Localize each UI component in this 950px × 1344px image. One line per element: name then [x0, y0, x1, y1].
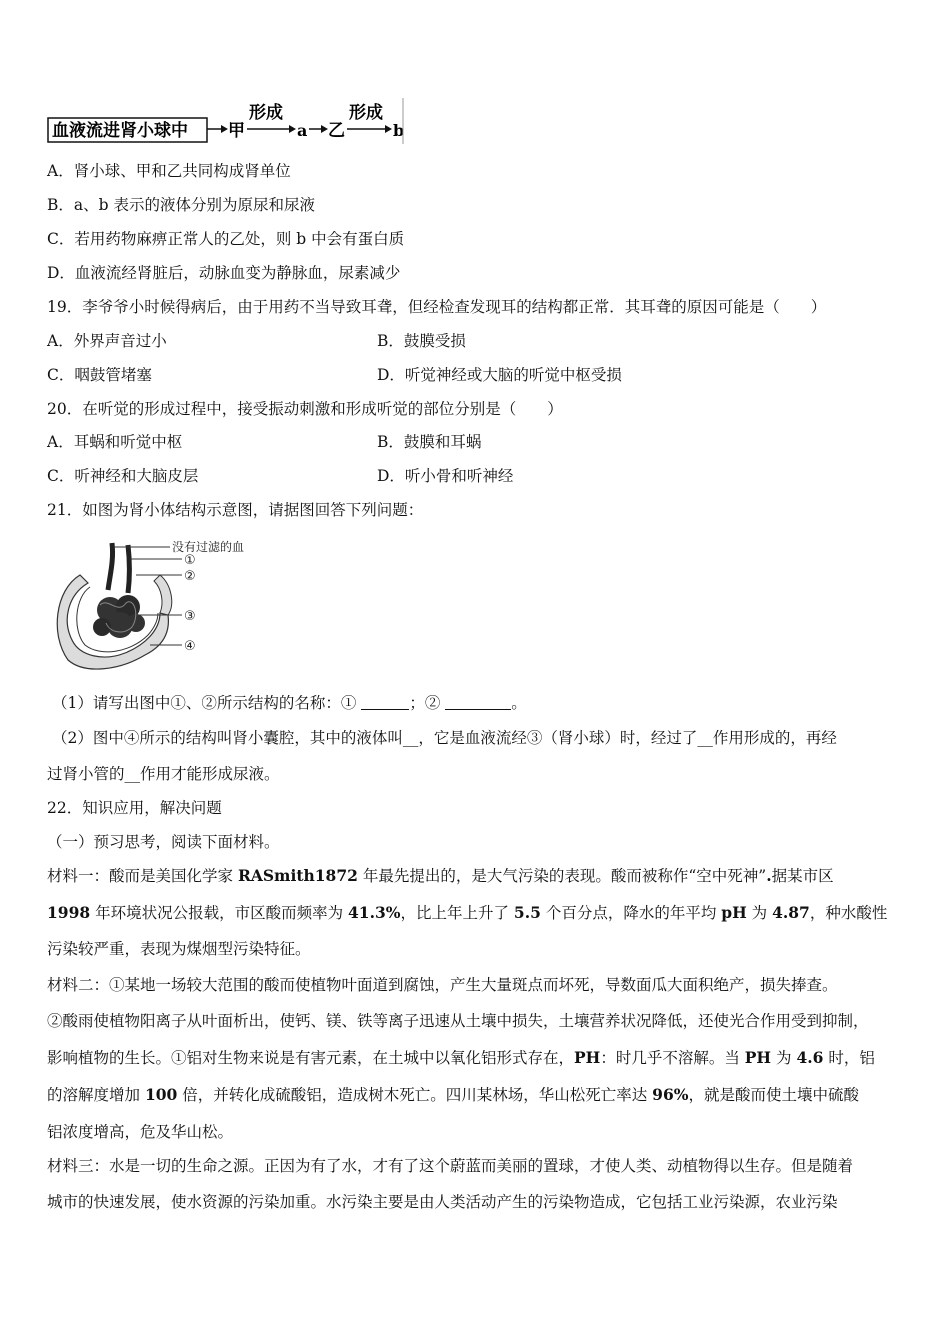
q22-stem: 22．知识应用，解决问题	[47, 799, 222, 817]
q22-part1: （一）预习思考，阅读下面材料。	[47, 833, 280, 851]
q21-sub2-line1: （2）图中④所示的结构叫肾小囊腔，其中的液体叫__，它是血液流经③（肾小球）时，经过了__作用形成的，再经	[52, 729, 837, 747]
q20-option-d: D．听小骨和听神经	[377, 467, 514, 485]
q21-sub1	[52, 693, 527, 713]
q22-material2-line2: ②酸雨使植物阳离子从叶面析出，使钙、镁、铁等离子迅速从土壤中损失，土壤营养状况降低，还使光合作用受到抑制，	[47, 1012, 869, 1030]
flow-arrowhead-0	[221, 125, 228, 133]
tubule	[154, 575, 172, 615]
q22-material3-line2: 城市的快速发展，使水资源的污染加重。水污染主要是由人类活动产生的污染物造成，它包括工业污染源，农业污染	[47, 1193, 838, 1211]
flow-arrowhead-3	[385, 125, 392, 133]
afferent-arteriole	[108, 543, 113, 590]
q21-sub1-text-a: （1）请写出图中①、②所示结构的名称：①	[52, 694, 357, 712]
q22-material1-line3: 污染较严重，表现为煤烟型污染特征。	[47, 940, 311, 958]
q22-material2-line1: 材料二：①某地一场较大范围的酸而使植物叶面道到腐蚀，产生大量斑点而坏死，导数面瓜大面积绝产，损失捧查。	[47, 976, 838, 994]
q18-option-d: D．血液流经肾脏后，动脉血变为静脉血，尿素减少	[47, 264, 401, 282]
q22-material2-line4: 的溶解度增加 100 倍，并转化成硫酸铝，造成树木死亡。四川某林场，华山松死亡率达 96%，就是酸而使土壤中硫酸	[47, 1085, 859, 1104]
flow-arrowhead-2	[321, 125, 328, 133]
q21-sub1-text-b: ；②	[409, 694, 441, 712]
flow-node-a: a	[297, 121, 308, 140]
q20-stem: 20．在听觉的形成过程中，接受振动刺激和形成听觉的部位分别是（ ）	[47, 400, 563, 418]
q21-sub2-line2: 过肾小管的__作用才能形成尿液。	[47, 765, 280, 783]
q21-sub1-text-c: 。	[511, 694, 527, 712]
q22-material3-line1: 材料三：水是一切的生命之源。正因为有了水，才有了这个蔚蓝而美丽的置球，才使人类、动植物得以生存。但是随着	[47, 1157, 854, 1175]
figure-label-2: ②	[184, 569, 196, 584]
glomerulus	[93, 595, 145, 638]
q22-material1-line1: 材料一：酸而是美国化学家 RASmith1872 年最先提出的，是大气污染的表现。酸而被称作“空中死神”.据某市区	[47, 866, 834, 885]
flow-arrow-label-2: 形成	[349, 103, 383, 123]
q19-option-c: C．咽鼓管堵塞	[47, 366, 152, 384]
flow-node-b: b	[393, 121, 405, 140]
flow-box-label: 血液流进肾小球中	[52, 121, 188, 141]
flow-node-jia: 甲	[228, 121, 245, 141]
q22-material2-line3: 影响植物的生长。①铝对生物来说是有害元素，在土城中以氧化铝形式存在，PH：时几乎不溶解。当 PH 为 4.6 时，铝	[47, 1048, 875, 1067]
q19-option-a: A．外界声音过小	[47, 332, 167, 350]
figure-label-4: ④	[184, 639, 196, 654]
q19-option-d: D．听觉神经或大脑的听觉中枢受损	[377, 366, 622, 384]
renal-corpuscle-figure	[50, 535, 250, 675]
flow-arrow-label-1: 形成	[249, 103, 283, 123]
figure-label-3: ③	[184, 609, 196, 624]
q18-option-a: A．肾小球、甲和乙共同构成肾单位	[47, 162, 291, 180]
q19-stem: 19．李爷爷小时候得病后，由于用药不当导致耳聋，但经检查发现耳的结构都正常．其耳聋的原因可能是（ ）	[47, 298, 827, 316]
flow-arrowhead-1	[289, 125, 296, 133]
q19-option-b: B．鼓膜受损	[377, 332, 466, 350]
q21-stem: 21．如图为肾小体结构示意图，请据图回答下列问题：	[47, 501, 424, 519]
q21-blank-2[interactable]	[445, 695, 511, 710]
q22-material2-line5: 铝浓度增高，危及华山松。	[47, 1123, 234, 1141]
q20-option-b: B．鼓膜和耳蜗	[377, 433, 482, 451]
figure-label-unfiltered-blood: 没有过滤的血	[172, 540, 245, 554]
flow-node-yi: 乙	[328, 121, 345, 141]
q20-option-c: C．听神经和大脑皮层	[47, 467, 199, 485]
q18-option-c: C．若用药物麻痹正常人的乙处，则 b 中会有蛋白质	[47, 230, 405, 248]
q18-option-b: B．a、b 表示的液体分别为原尿和尿液	[47, 196, 315, 214]
figure-label-1: ①	[184, 553, 196, 568]
q20-option-a: A．耳蜗和听觉中枢	[47, 433, 183, 451]
q21-blank-1[interactable]	[361, 695, 409, 710]
q22-material1-line2: 1998 年环境状况公报载，市区酸而频率为 41.3%，比上年上升了 5.5 个百分点，降水的年平均 pH 为 4.87，种水酸性	[47, 903, 888, 922]
efferent-arteriole	[128, 545, 130, 593]
kidney-flow-diagram	[47, 98, 407, 144]
